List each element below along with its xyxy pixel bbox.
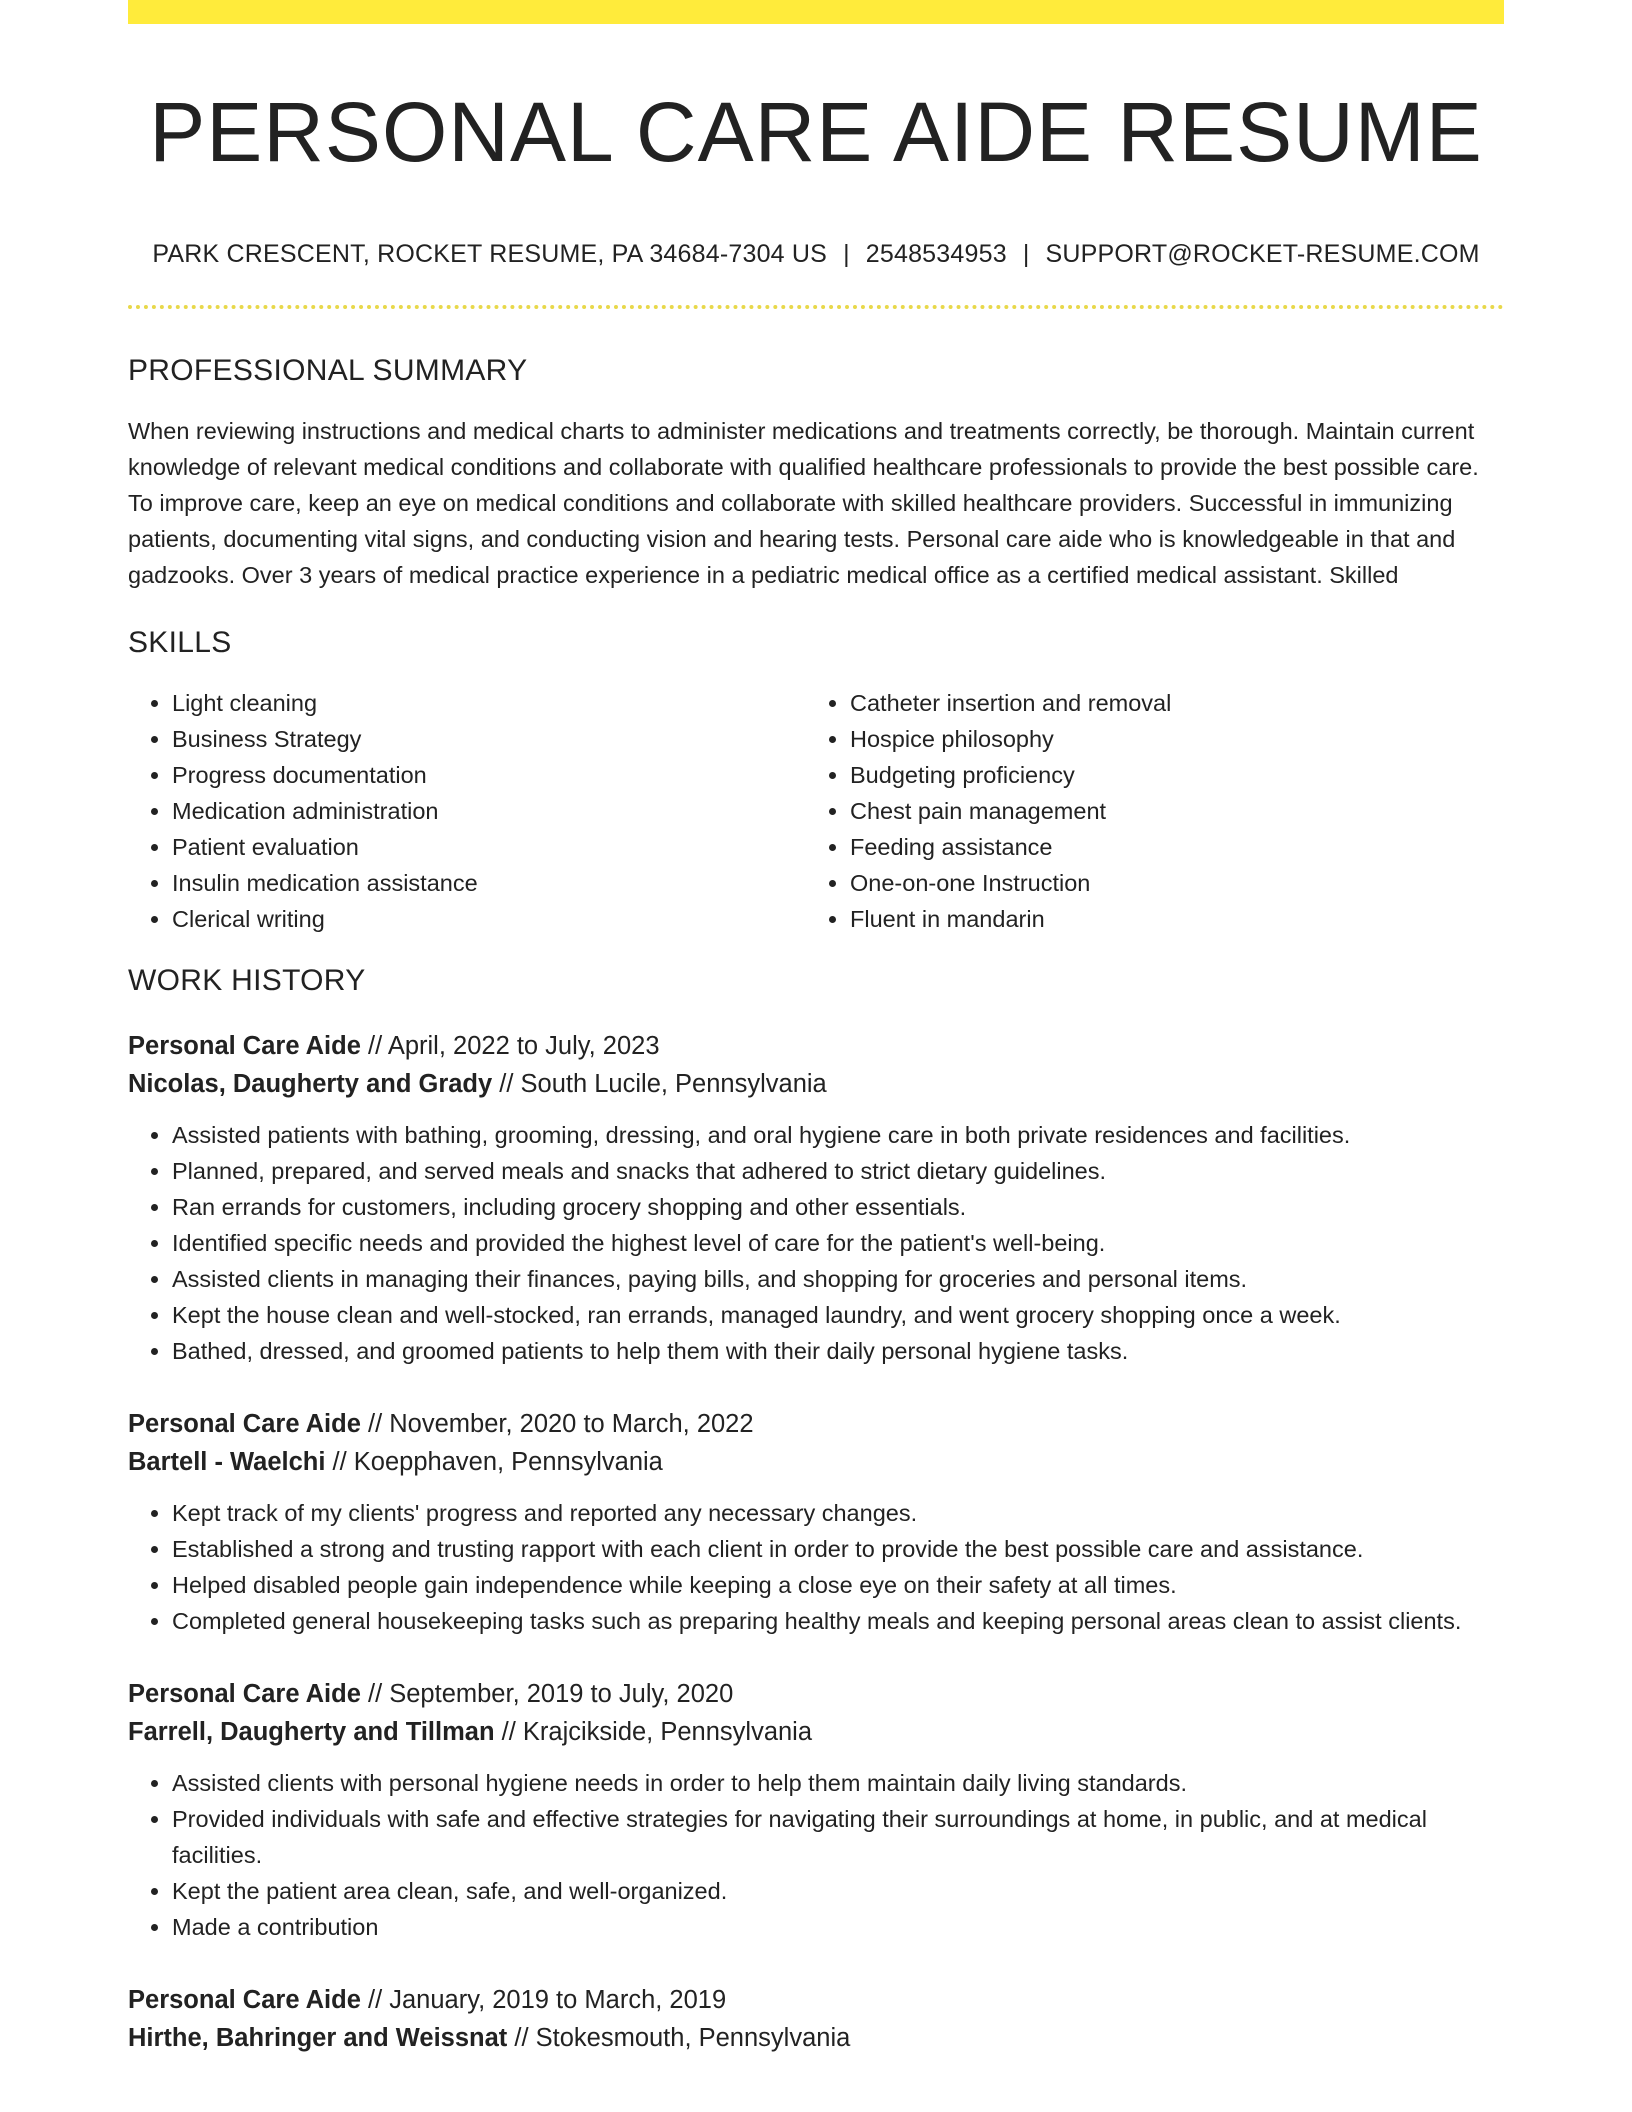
job-bullets [128,1765,1504,1945]
skill-item: • Patient evaluation [172,829,806,865]
skill-item: • Progress documentation [172,757,806,793]
dotted-divider [128,305,1504,309]
job-entry [128,1027,1504,1369]
skill-item: • Fluent in mandarin [850,901,1484,937]
job-bullet: • Assisted patients with bathing, grooming, dressing, and oral hygiene care in both private residences and facilities. [172,1117,1504,1153]
job-bullet: • Assisted clients with personal hygiene needs in order to help them maintain daily living standards. [172,1765,1504,1801]
skill-item: • Insulin medication assistance [172,865,806,901]
job-location: // Krajcikside, Pennsylvania [494,1717,813,1746]
job-entry [128,1405,1504,1639]
job-title: Personal Care Aide [128,1985,361,2014]
job-bullet: • Completed general housekeeping tasks such as preparing healthy meals and keeping personal areas clean to assist clients. [172,1603,1504,1639]
contact-separator: | [843,239,850,268]
job-company: Hirthe, Bahringer and Weissnat [128,2023,508,2052]
job-bullet: • Established a strong and trusting rapport with each client in order to provide the best possible care and assistance. [172,1531,1504,1567]
skill-item: • Medication administration [172,793,806,829]
skill-item: • Budgeting proficiency [850,757,1484,793]
job-company-line [128,2019,1504,2057]
skill-item: • Clerical writing [172,901,806,937]
job-dates: // April, 2022 to July, 2023 [360,1031,660,1060]
job-entry [128,1981,1504,2057]
work-history-heading: WORK HISTORY [128,963,366,997]
skills-list-right [806,685,1484,937]
job-bullets [128,1117,1504,1369]
job-bullet: • Kept the house clean and well-stocked, ran errands, managed laundry, and went grocery shopping once a week. [172,1297,1504,1333]
job-company: Farrell, Daugherty and Tillman [128,1717,495,1746]
job-company-line [128,1443,1504,1481]
job-title: Personal Care Aide [128,1409,361,1438]
job-title-line [128,1675,1504,1713]
resume-page [128,0,1504,2057]
job-title-line [128,1981,1504,2019]
job-company-line [128,1713,1504,1751]
job-bullet: • Provided individuals with safe and effective strategies for navigating their surroundings at home, in public, and at medical facilities. [172,1801,1504,1873]
job-title: Personal Care Aide [128,1679,361,1708]
summary-text: When reviewing instructions and medical charts to administer medications and treatments correctly, be thorough. Maintain current knowledge of relevant medical conditions and collaborate with qualified healthcare professionals to provide the best possible care. To improve care, keep an eye on medical conditions and collaborate with skilled healthcare providers. Successful in immunizing patients, documenting vital signs, and conducting vision and hearing tests. Personal care aide who is knowledgeable in that and gadzooks. Over 3 years of medical practice experience in a pediatric medical office as a certified medical assistant. Skilled [128,417,1479,588]
job-bullet: • Assisted clients in managing their finances, paying bills, and shopping for groceries and personal items. [172,1261,1504,1297]
contact-line [128,239,1504,269]
summary-heading: PROFESSIONAL SUMMARY [128,353,528,387]
job-bullets [128,1495,1504,1639]
contact-separator: | [1022,239,1030,268]
skill-item: • Feeding assistance [850,829,1484,865]
job-dates: // September, 2019 to July, 2020 [360,1679,734,1708]
contact-email: SUPPORT@ROCKET-RESUME.COM [1045,239,1480,268]
job-bullet: • Made a contribution [172,1909,1504,1945]
job-location: // South Lucile, Pennsylvania [492,1069,827,1098]
skill-item: • Hospice philosophy [850,721,1484,757]
job-bullet: • Helped disabled people gain independence while keeping a close eye on their safety at all times. [172,1567,1504,1603]
job-bullet: • Identified specific needs and provided the highest level of care for the patient's well-being. [172,1225,1504,1261]
skill-item: • Chest pain management [850,793,1484,829]
skill-item: • Catheter insertion and removal [850,685,1484,721]
job-location: // Stokesmouth, Pennsylvania [507,2023,851,2052]
skill-item: • One-on-one Instruction [850,865,1484,901]
skill-item: • Business Strategy [172,721,806,757]
skills-heading: SKILLS [128,625,232,659]
job-dates: // January, 2019 to March, 2019 [360,1985,727,2014]
skills-grid [128,685,1504,937]
job-bullet: • Kept the patient area clean, safe, and well-organized. [172,1873,1504,1909]
job-title: Personal Care Aide [128,1031,361,1060]
contact-phone: 2548534953 [865,239,1007,268]
contact-address: PARK CRESCENT, ROCKET RESUME, PA 34684-7304 US [152,239,828,268]
accent-bar [128,0,1504,24]
job-bullet: • Planned, prepared, and served meals and snacks that adhered to strict dietary guidelines. [172,1153,1504,1189]
job-entry [128,1675,1504,1945]
job-bullet: • Ran errands for customers, including grocery shopping and other essentials. [172,1189,1504,1225]
job-location: // Koepphaven, Pennsylvania [325,1447,663,1476]
job-title-line [128,1405,1504,1443]
job-bullet: • Bathed, dressed, and groomed patients to help them with their daily personal hygiene tasks. [172,1333,1504,1369]
job-company: Nicolas, Daugherty and Grady [128,1069,493,1098]
job-company-line [128,1065,1504,1103]
job-title-line [128,1027,1504,1065]
skills-list-left [128,685,806,937]
resume-title: PERSONAL CARE AIDE RESUME [149,85,1483,179]
job-bullet: • Kept track of my clients' progress and reported any necessary changes. [172,1495,1504,1531]
skill-item: • Light cleaning [172,685,806,721]
job-company: Bartell - Waelchi [128,1447,326,1476]
job-dates: // November, 2020 to March, 2022 [360,1409,754,1438]
